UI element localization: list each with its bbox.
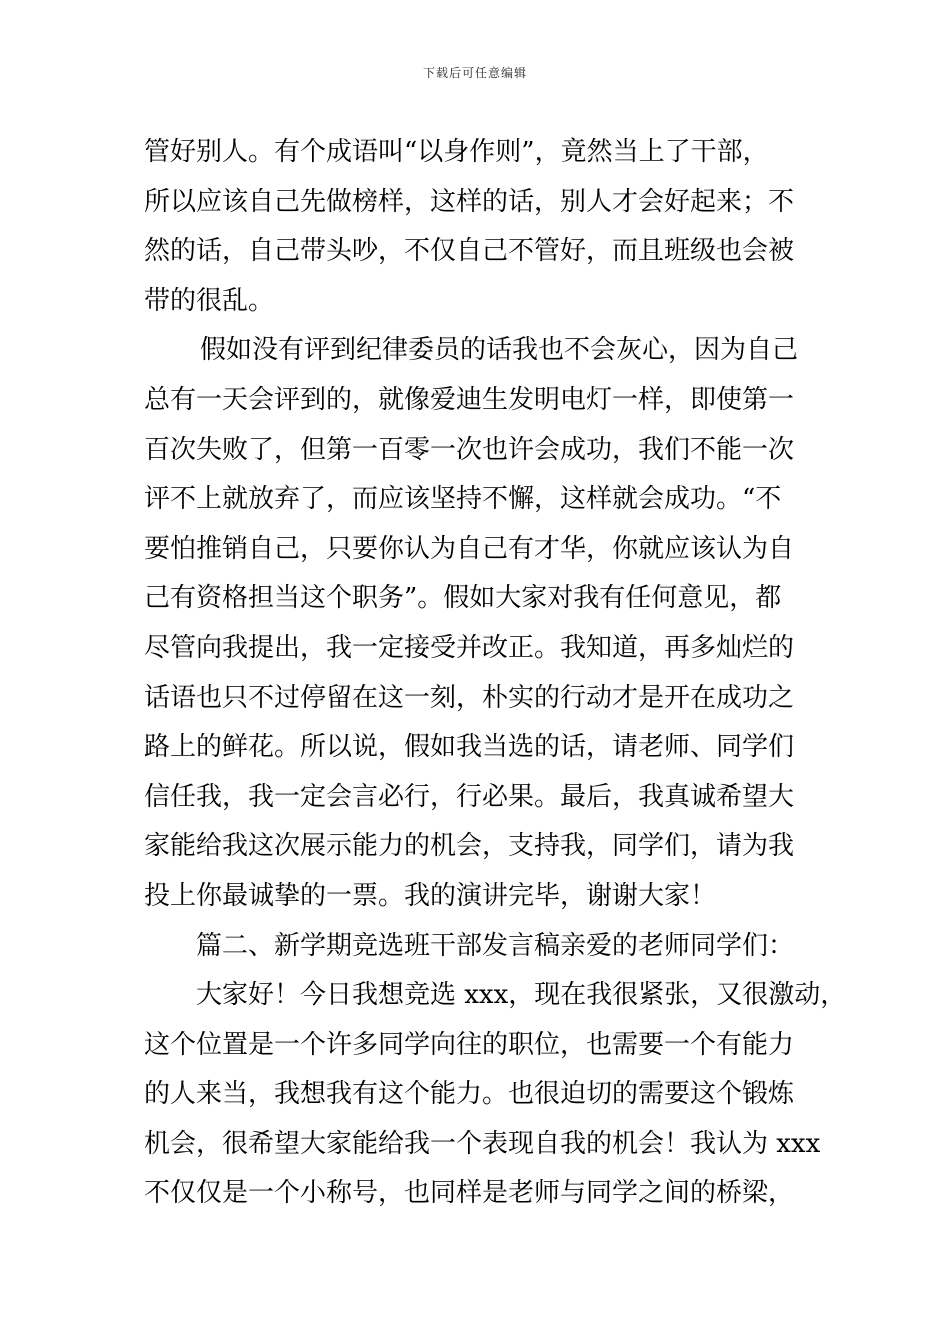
text-line: 管好别人。有个成语叫“以身作则”，竟然当上了干部， <box>144 137 769 167</box>
text-line: 总有一天会评到的，就像爱迪生发明电灯一样，即使第一 <box>144 384 795 415</box>
text-line: 然的话，自己带头吵，不仅自己不管好，而且班级也会被 <box>144 236 795 267</box>
text-line: 话语也只不过停留在这一刻，朴实的行动才是开在成功之 <box>144 682 795 713</box>
text-line: 的人来当，我想我有这个能力。也很迫切的需要这个锻炼 <box>144 1079 795 1110</box>
text-line: 百次失败了，但第一百零一次也许会成功，我们不能一次 <box>144 434 795 465</box>
section-heading-line: 篇二、新学期竞选班干部发言稿亲爱的老师同学们： <box>196 930 795 961</box>
paragraph-start-line: 大家好！今日我想竞选 xxx，现在我很紧张，又很激动， <box>196 980 847 1011</box>
paragraph-start-line: 假如没有评到纪律委员的话我也不会灰心，因为自己 <box>200 335 799 366</box>
text-line: 带的很乱。 <box>144 285 275 316</box>
text-line: 己有资格担当这个职务”。假如大家对我有任何意见，都 <box>144 583 782 614</box>
text-line: 所以应该自己先做榜样，这样的话，别人才会好起来；不 <box>144 186 795 217</box>
page-header: 下载后可任意编辑 <box>422 66 527 80</box>
document-body <box>144 128 847 1219</box>
text-line: 信任我，我一定会言必行，行必果。最后，我真诚希望大 <box>144 781 795 812</box>
text-line: 要怕推销自己，只要你认为自己有才华，你就应该认为自 <box>144 533 795 564</box>
text-line: 家能给我这次展示能力的机会，支持我，同学们，请为我 <box>144 831 795 862</box>
text-line: 这个位置是一个许多同学向往的职位，也需要一个有能力 <box>144 1029 795 1060</box>
text-line: 不仅仅是一个小称号，也同样是老师与同学之间的桥梁， <box>144 1178 795 1209</box>
text-line: 评不上就放弃了，而应该坚持不懈，这样就会成功。“不 <box>144 484 782 515</box>
text-line: 投上你最诚挚的一票。我的演讲完毕，谢谢大家！ <box>144 880 717 911</box>
text-line: 路上的鲜花。所以说，假如我当选的话，请老师、同学们 <box>144 732 795 763</box>
text-line: 尽管向我提出，我一定接受并改正。我知道，再多灿烂的 <box>144 632 795 663</box>
text-line: 机会，很希望大家能给我一个表现自我的机会！我认为 xxx <box>144 1128 821 1159</box>
